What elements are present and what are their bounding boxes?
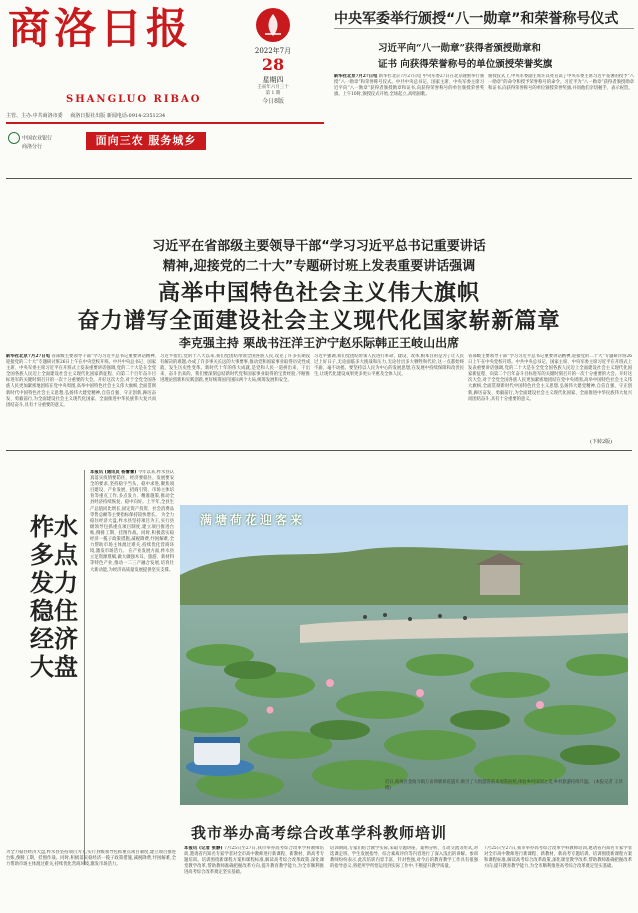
section-rule-2 (6, 450, 632, 451)
newspaper-title: 商洛日报 (8, 4, 193, 53)
emblem-icon (256, 8, 290, 42)
feature-body-bottom (6, 850, 176, 908)
date-day: 28 (261, 55, 285, 74)
top-news-rule (334, 28, 634, 29)
continued-note: (下转2版) (590, 439, 613, 445)
top-news-subhead-1: 习近平向“八一勋章”获得者颁授勋章和 (378, 43, 541, 54)
feature-body-bottom-text: 为全力稳住经济大盘,柞水县坚持项目为王,实行县级领导包抓重点项目制度,建立项目推进台账,倒排工期、挂图作战。同时,积极落实稳经济一揽子政策措施,减税降费,纾困解难,全力帮助市场主体渡过难关,持续优化营商环境,激发市场活力。 (6, 850, 176, 868)
photo-caption-text: 近日,商州区金陵寺镇万亩荷塘荷花盛开,吸引了大批游客前来观赏拍照,体验乡村田园之美,乡村旅游持续升温。 (385, 780, 593, 785)
bottom-byline: 本报讯 (记者 张静) (184, 846, 223, 851)
top-news-dateline: 新华社北京7月27日电 (334, 74, 378, 79)
publisher-contact: 商洛日报社出版 新闻电话:0914-2351234 (70, 113, 166, 119)
photo-credit: (本报记者 王萍 摄) (385, 780, 623, 791)
main-body: 省部级主要领导干部“学习习近平总书记重要讲话精神,迎接党的二十大”专题研讨班26日上午在中央党校开班。中共中央总书记、国家主席、中央军委主席习近平在开班式上发表重要讲话强调,党的二十大是在全党全国各族人民迈上全面建设社会主义现代化国家新征程、向第二个百年奋斗目标进军的关键时刻召开的一次十分重要的大会。开好这次大会,对于全党全国各族人民更加紧密地团结在党中央周围,高举中国特色社会主义伟大旗帜,全面贯彻新时代中国特色社会主义思想,弘扬伟大建党精神,自信自强、守正创新,踔厉奋发、勇毅前行,为全面建设社会主义现代化国家、全面推进中华民族伟大复兴而团结奋斗,具有十分重要的意义。 (6, 354, 156, 408)
feature-vertical-headline: 柞水多点发力稳住经济大盘 (30, 513, 78, 681)
section-rule (6, 178, 632, 179)
top-news-subhead-2: 证书 向获得荣誉称号的单位颁授荣誉奖旗 (378, 59, 553, 70)
main-headline-1: 高举中国特色社会主义伟大旗帜 (157, 281, 480, 306)
main-body-4: 省部级主要领导干部“学习习近平总书记重要讲话精神,迎接党的二十大”专题研讨班26日上午在中央党校开班。中共中央总书记、国家主席、中央军委主席习近平在开班式上发表重要讲话强调,党的二十大是在全党全国各族人民迈上全面建设社会主义现代化国家新征程、向第二个百年奋斗目标进军的关键时刻召开的一次十分重要的大会。开好这次大会,对于全党全国各族人民更加紧密地团结在党中央周围,高举中国特色社会主义伟大旗帜,全面贯彻新时代中国特色社会主义思想,弘扬伟大建党精神,自信自强、守正创新,踔厉奋发、勇毅前行,为全面建设社会主义现代化国家、全面推进中华民族伟大复兴而团结奋斗,具有十分重要的意义。 (468, 354, 632, 402)
top-news-body-col2 (488, 74, 634, 174)
main-kicker-2: 精神,迎接党的二十大”专题研讨班上发表重要讲话强调 (162, 259, 476, 274)
bank-logo-icon (8, 132, 20, 144)
sponsor-slogan: 面向三农 服务城乡 (86, 132, 206, 150)
top-news-body-2: 颁授仪式上,中央军委副主席许其亮宣读了中央军委主席习近平签署的授予“八一勋章”的命令和授予荣誉称号的命令。习近平为“八一勋章”获得者颁授勋章和证书,向获得荣誉称号的单位颁授荣誉奖旗,并同他们亲切握手、表示祝贺。 (488, 74, 634, 92)
top-news-headline: 中央军委举行颁授“八一勋章”和荣誉称号仪式 (334, 11, 619, 27)
lotus-photo-image (180, 505, 628, 805)
date-weekday: 星期四 (262, 76, 284, 84)
top-news-body-col1 (334, 74, 484, 174)
bottom-body-3: 7月25日至27日,我市举办高考综合改革学科教师培训,邀请省内知名专家学者对全市高中教师进行新课程、新教材、新高考专题培训。培训围绕新课程方案和课程标准,解读高考综合改革政策,深化课堂教学改革,帮助教师准确把握改革方向,提升教育教学能力,为全市顺利推进高考综合改革奠定坚实基础。 (484, 846, 632, 870)
feature-byline: 本报讯 (通讯员 杨蕾蕾) (90, 470, 137, 475)
feature-rule (84, 470, 85, 865)
main-kicker-1: 习近平在省部级主要领导干部“学习习近平总书记重要讲话 (152, 239, 486, 254)
main-headline-2: 奋力谱写全面建设社会主义现代化国家崭新篇章 (77, 309, 561, 334)
feature-body-3: 在产业发展方面,柞水县立足资源禀赋,做大做强木耳、旅游、新材料等特色产业,推动一二三产融合发展,培育壮大新动能,为经济高质量发展提供坚实支撑。 (90, 549, 174, 573)
lotus-photo (180, 505, 628, 805)
feature-body-col (90, 470, 174, 850)
bottom-body-col1 (184, 846, 324, 908)
top-news-body: 新华社北京7月27日电 中央军委27日在北京隆重举行颁授“八一勋章”和荣誉称号仪式。中共中央总书记、国家主席、中央军委主席习近平向“八一勋章”获得者颁授勋章和证书,向获得荣誉称号的单位颁授荣誉奖旗。上午10时,颁授仪式开始,全场起立,高唱国歌。 (334, 74, 484, 98)
date-lunar: 壬寅年六月三十 (257, 85, 289, 90)
feature-body: 今年以来,柞水县认真落实疫情要防住、经济要稳住、发展要安全的要求,坚持稳字当头、稳中求进,聚焦项目建设、产业发展、招商引资、市场主体培育等重点工作,多点发力、精准施策,推动全县经济持续恢复、稳中向好。上半年,全县生产总值同比增长,固定资产投资、社会消费品零售总额等主要指标保持较快增长。 (90, 470, 174, 518)
main-dateline: 新华社北京7月27日电 (6, 354, 51, 359)
main-body-col1 (6, 354, 156, 446)
date-box (228, 6, 318, 148)
photo-title: 满塘荷花迎客来 (200, 513, 306, 527)
feature-body-2: 为全力稳住经济大盘,柞水县坚持项目为王,实行县级领导包抓重点项目制度,建立项目推进台账,倒排工期、挂图作战。同时,积极落实稳经济一揽子政策措施,减税降费,纾困解难,全力帮助市场主体渡过难关,持续优化营商环境,激发市场活力。 (90, 512, 174, 555)
bottom-body-col3 (484, 846, 632, 908)
publisher-label: 主管、主办:中共商洛市委 (6, 113, 63, 119)
main-subhead: 李克强主持 栗战书汪洋王沪宁赵乐际韩正王岐山出席 (178, 336, 460, 350)
publisher-info (6, 112, 165, 119)
bottom-body-col2 (330, 846, 478, 908)
main-body-3: 习近平强调,我们党团结带领人民进行革命、建设、改革,根本目的是为了让人民过上好日子,无论面临多大挑战和压力,无论付出多大牺牲和代价,这一点都始终不渝、毫不动摇。要坚持以人民为中心的发展思想,在发展中持续保障和改善民生,让现代化建设成果更多更公平惠及全体人民。 (314, 354, 464, 378)
main-body-col4 (468, 354, 632, 438)
bottom-body-2: 培训期间,专家们结合教学实际,采取专题讲座、案例分析、互动交流等形式,对选课走班、学生发展指导、综合素质评价等内容进行了深入浅出的讲解。参训教师纷纷表示,此次培训内容丰富、针对性强,对今后的教育教学工作具有很强的指导意义,将把所学所悟运用到实际工作中,不断提升教学质量。 (330, 846, 478, 870)
bank-branch: 商洛分行 (22, 144, 43, 150)
main-body-col2 (160, 354, 310, 446)
newspaper-pinyin: SHANGLUO RIBAO (66, 94, 202, 105)
issue-number: 第 1 期 (265, 91, 281, 96)
main-body-2: 习近平指出,党的十八大以来,我们党团结带领全国各族人民,攻克了许多长期没有解决的难题,办成了许多事关长远的大事要事,推动党和国家事业取得历史性成就、发生历史性变革。新时代十年的伟大成就,是党和人民一道拼出来、干出来、奋斗出来的。我们要深刻总结新时代党和国家事业取得的宝贵经验,不断推进理论创新和实践创新,更好统筹国内国际两个大局,统筹发展和安全。 (160, 354, 310, 384)
date-year-month: 2022年7月 (254, 47, 292, 55)
main-body-col3 (314, 354, 464, 446)
bottom-headline: 我市举办高考综合改革学科教师培训 (190, 824, 447, 842)
sponsor-bank (8, 132, 70, 150)
photo-caption (385, 780, 625, 792)
bank-name: 中国农业银行 (22, 135, 53, 142)
page-count: 今日8版 (262, 98, 284, 105)
bottom-body: 7月25日至27日,我市举办高考综合改革学科教师培训,邀请省内知名专家学者对全市高中教师进行新课程、新教材、新高考专题培训。培训围绕新课程方案和课程标准,解读高考综合改革政策,深化课堂教学改革,帮助教师准确把握改革方向,提升教育教学能力,为全市顺利推进高考综合改革奠定坚实基础。 (184, 846, 324, 876)
